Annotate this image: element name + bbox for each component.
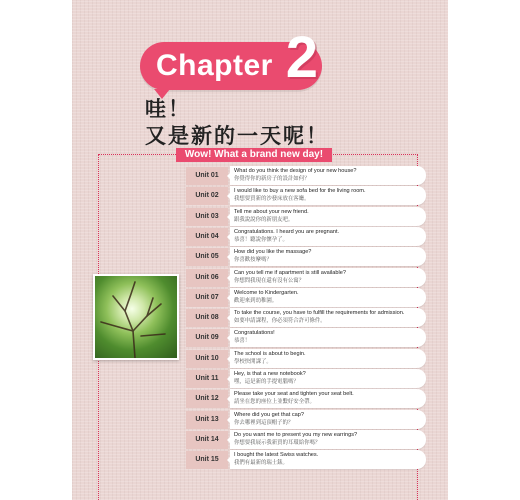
unit-sentence-english: Do you want me to present you my new earrings? xyxy=(234,431,358,438)
unit-sentence-english: How did you like the massage? xyxy=(234,249,312,256)
unit-sentence-english: Where did you get that cap? xyxy=(234,411,304,418)
unit-sentence-bubble xyxy=(230,268,426,287)
unit-sentence-bubble xyxy=(230,308,426,327)
unit-label: Unit 01 xyxy=(186,167,228,185)
unit-label: Unit 10 xyxy=(186,350,228,368)
unit-sentence-chinese: 如要申請課程，你必須符合許可條件。 xyxy=(234,318,326,325)
unit-sentence-chinese: 我們有最新的瑞士錶。 xyxy=(234,460,288,467)
unit-sentence-english: Hey, is that a new notebook? xyxy=(234,371,306,377)
unit-sentence-bubble xyxy=(230,166,426,185)
unit-label: Unit 02 xyxy=(186,187,228,205)
unit-label: Unit 08 xyxy=(186,309,228,327)
unit-sentence-bubble xyxy=(230,369,426,388)
unit-sentence-bubble xyxy=(230,328,426,347)
unit-row xyxy=(186,450,432,469)
unit-sentence-english: I bought the latest Swiss watches. xyxy=(234,452,319,459)
unit-sentence-chinese: 嘿，這是新的手提電腦嗎？ xyxy=(234,379,299,385)
unit-label: Unit 12 xyxy=(186,390,228,408)
tree-photo xyxy=(93,274,179,360)
unit-row xyxy=(186,349,432,368)
unit-sentence-chinese: 跟我說說你的新朋友吧。 xyxy=(234,216,294,223)
unit-sentence-english: The school is about to begin. xyxy=(234,350,306,357)
unit-sentence-english: Congratulations. I heard you are pregnant. xyxy=(234,228,340,235)
unit-sentence-chinese: 恭喜！聽說你懷孕了。 xyxy=(234,236,288,243)
unit-row xyxy=(186,430,432,449)
unit-label: Unit 14 xyxy=(186,431,228,449)
unit-row xyxy=(186,389,432,408)
unit-sentence-bubble xyxy=(230,430,426,449)
unit-sentence-chinese: 你覺得你的新房子的設計如何？ xyxy=(234,176,310,182)
unit-sentence-chinese: 學校快開課了。 xyxy=(234,358,272,365)
unit-sentence-bubble xyxy=(230,349,426,368)
unit-label: Unit 06 xyxy=(186,269,228,287)
unit-row xyxy=(186,308,432,327)
chapter-badge xyxy=(140,25,322,90)
unit-row xyxy=(186,268,432,287)
unit-sentence-chinese: 請坐在您的座位上並繫好安全帶。 xyxy=(234,399,315,406)
unit-sentence-bubble xyxy=(230,247,426,266)
unit-row xyxy=(186,247,432,266)
unit-label: Unit 04 xyxy=(186,228,228,246)
unit-label: Unit 03 xyxy=(186,208,228,226)
unit-sentence-chinese: 你喜歡按摩嗎？ xyxy=(234,257,272,264)
unit-row xyxy=(186,369,432,388)
chapter-label: Chapter xyxy=(156,49,273,82)
tree-branches-icon xyxy=(95,276,177,358)
unit-row xyxy=(186,410,432,429)
unit-sentence-english: Can you tell me if apartment is still available? xyxy=(234,269,346,276)
chapter-title-line-1: 哇！ xyxy=(145,97,191,121)
unit-sentence-chinese: 恭喜！ xyxy=(234,338,251,345)
unit-sentence-bubble xyxy=(230,389,426,408)
unit-sentence-bubble xyxy=(230,288,426,307)
unit-sentence-english: Tell me about your new friend. xyxy=(234,208,309,215)
unit-sentence-chinese: 你想要我展示我新買的耳環給你嗎？ xyxy=(234,439,321,446)
unit-sentence-english: To take the course, you have to fulfill the requirements for admission. xyxy=(234,310,405,317)
unit-label: Unit 13 xyxy=(186,411,228,429)
unit-row xyxy=(186,166,432,185)
unit-label: Unit 07 xyxy=(186,289,228,307)
unit-sentence-chinese: 歡迎來到幼稚園。 xyxy=(234,297,278,304)
unit-sentence-bubble xyxy=(230,410,426,429)
unit-sentence-english: What do you think the design of your new house? xyxy=(234,168,357,174)
chapter-number: 2 xyxy=(285,25,318,90)
unit-sentence-english: I would like to buy a new sofa bed for the living room. xyxy=(234,188,366,195)
unit-sentence-english: Congratulations! xyxy=(234,330,275,337)
chapter-title-line-2: 又是新的一天呢！ xyxy=(145,124,329,148)
unit-label: Unit 09 xyxy=(186,329,228,347)
chapter-subtitle: Wow! What a brand new day! xyxy=(176,148,332,162)
unit-row xyxy=(186,207,432,226)
unit-sentence-chinese: 你去哪裡到這頂帽子的？ xyxy=(234,419,294,426)
unit-row xyxy=(186,186,432,205)
unit-row xyxy=(186,328,432,347)
unit-label: Unit 11 xyxy=(186,370,228,388)
unit-sentence-english: Welcome to Kindergarten. xyxy=(234,289,299,296)
unit-row xyxy=(186,227,432,246)
unit-label: Unit 05 xyxy=(186,248,228,266)
unit-label: Unit 15 xyxy=(186,451,228,469)
unit-sentence-chinese: 我想要買新的沙發床放在客廳。 xyxy=(234,196,310,203)
unit-sentence-bubble xyxy=(230,450,426,469)
unit-sentence-chinese: 你想問我現在還有沒有公寓？ xyxy=(234,277,305,284)
unit-row xyxy=(186,288,432,307)
unit-sentence-english: Please take your seat and tighten your seat belt. xyxy=(234,391,354,398)
unit-sentence-bubble xyxy=(230,207,426,226)
unit-sentence-bubble xyxy=(230,186,426,205)
unit-sentence-bubble xyxy=(230,227,426,246)
